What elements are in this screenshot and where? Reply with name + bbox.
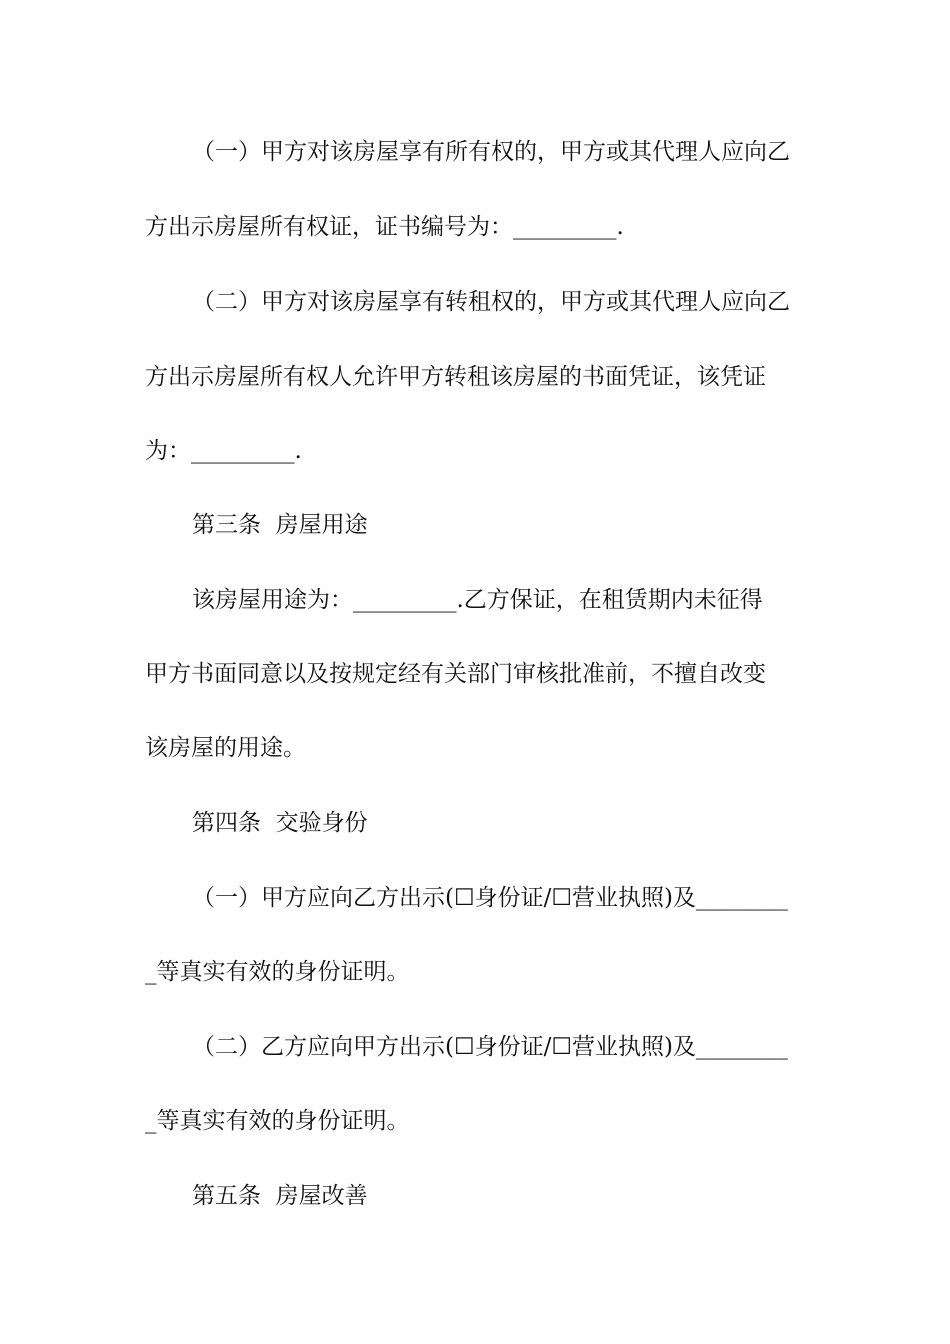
clause-4-item-2-line-2: _等真实有效的身份证明。 (145, 1108, 410, 1134)
clause-4-heading: 第四条 交验身份 (192, 810, 368, 836)
clause-2-item-2-line-2: 方出示房屋所有权人允许甲方转租该房屋的书面凭证，该凭证 (145, 364, 766, 390)
clause-4-item-1-line-2: _等真实有效的身份证明。 (145, 959, 410, 985)
clause-4-item-2-line-1: （二）乙方应向甲方出示(☐身份证/☐营业执照)及________ (192, 1034, 788, 1060)
clause-4-item-1-line-1: （一）甲方应向乙方出示(☐身份证/☐营业执照)及________ (192, 885, 788, 911)
clause-2-item-2-line-3: 为：_________. (145, 438, 302, 464)
clause-3-heading: 第三条 房屋用途 (192, 512, 368, 538)
clause-3-text-line-2: 甲方书面同意以及按规定经有关部门审核批准前，不擅自改变 (145, 661, 766, 687)
clause-2-item-2-line-1: （二）甲方对该房屋享有转租权的，甲方或其代理人应向乙 (192, 289, 790, 315)
clause-3-text-line-1: 该房屋用途为：_________.乙方保证，在租赁期内未征得 (192, 587, 763, 613)
clause-3-text-line-3: 该房屋的用途。 (145, 735, 306, 761)
clause-5-heading: 第五条 房屋改善 (192, 1183, 368, 1209)
clause-2-item-1-line-2: 方出示房屋所有权证，证书编号为：_________. (145, 214, 624, 240)
clause-2-item-1-line-1: （一）甲方对该房屋享有所有权的，甲方或其代理人应向乙 (192, 139, 790, 165)
